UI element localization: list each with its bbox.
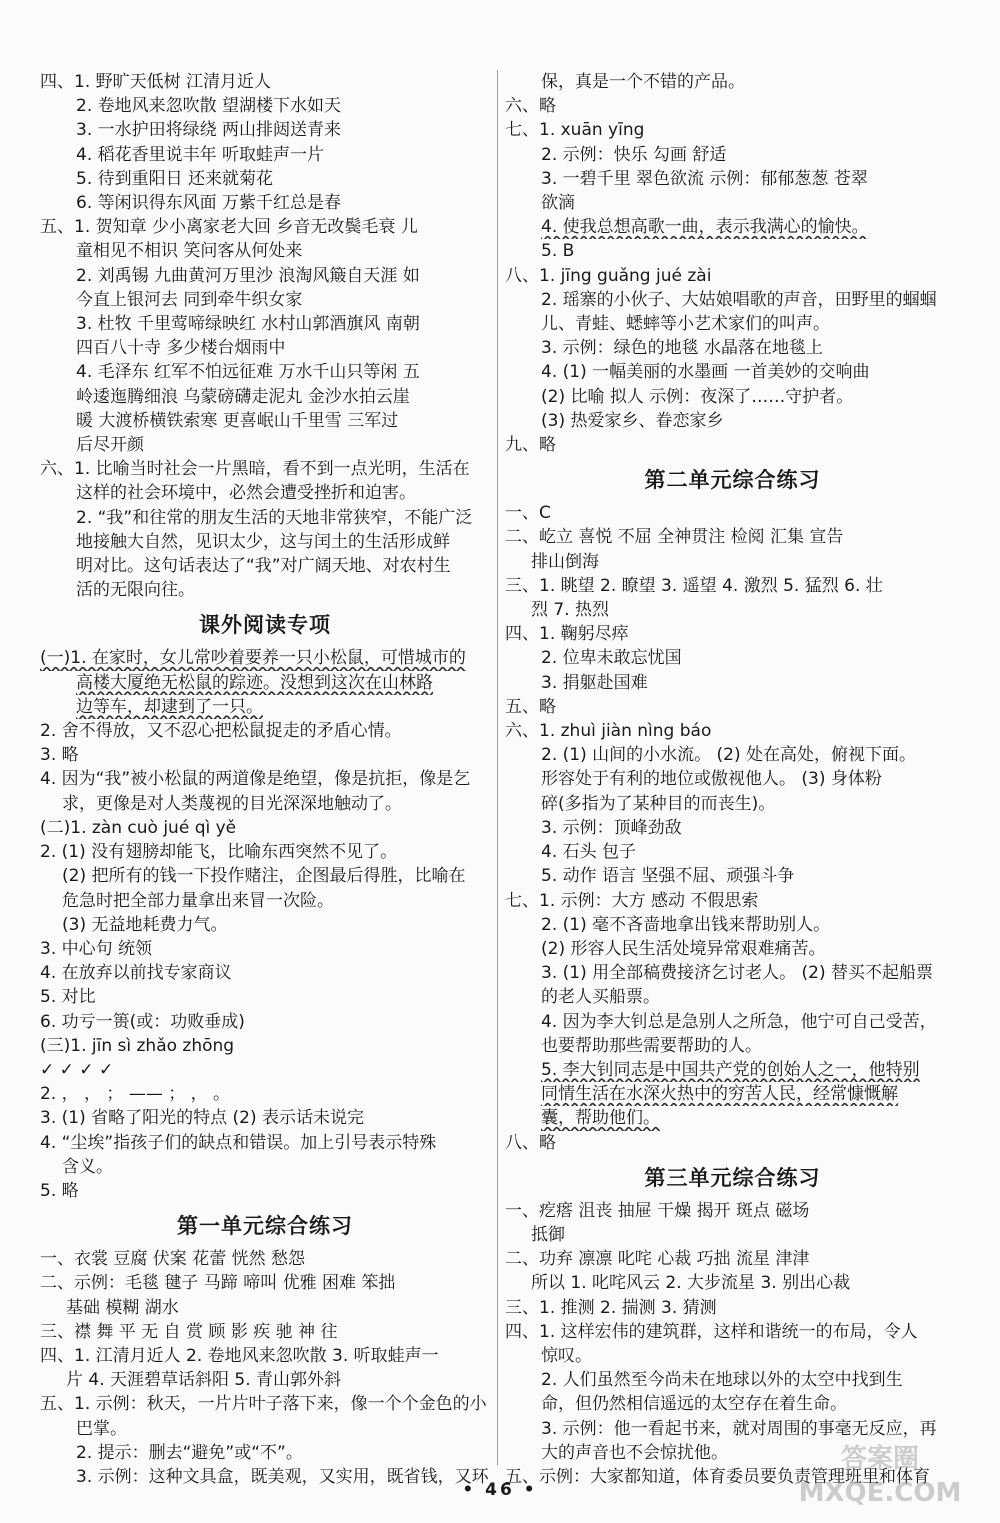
page-number: • 46 • [462,1480,538,1500]
answer-line: 三、襟 舞 平 无 自 赏 顾 影 疾 驰 神 往 [40,1321,338,1342]
answer-line: 3. 示例：他一看起书来，就对周围的事毫无反应，再 [541,1418,937,1439]
answer-line: 2. (1) 没有翅膀却能飞，比喻东西突然不见了。 [40,842,398,863]
answer-line: 四、1. 野旷天低树 江清月近人 [40,72,272,92]
answer-line: 3. 杜牧 千里莺啼绿映红 水村山郭酒旗风 南朝 [76,314,420,335]
answer-line: (三)1. jīn sì zhǎo zhōng [40,1035,235,1056]
answer-line: 2. 提示：删去“避免”或“不”。 [76,1442,303,1463]
answer-line: 烈 7. 热烈 [531,600,610,621]
answer-line: 囊，帮助他们。 [541,1108,660,1129]
answer-line: 4. 在放弃以前找专家商议 [40,963,232,984]
answer-line: 八、1. jīng guǎng jué zài [505,265,712,286]
answer-line: 2. 舍不得放，又不忍心把松鼠捉走的矛盾心情。 [40,721,402,742]
answer-line: 4. 毛泽东 红军不怕远征难 万水千山只等闲 五 [76,362,420,383]
answer-line: 二、屹立 喜悦 不屈 全神贯注 检阅 汇集 宣告 [505,527,844,548]
answer-line: 三、1. 推测 2. 揣测 3. 猜测 [505,1297,717,1318]
answer-line: 2. 示例：快乐 勾画 舒适 [541,144,727,165]
answer-line: 儿、青蛙、蟋蟀等小艺术家们的叫声。 [541,314,830,335]
answer-line: 后尽开颜 [76,435,144,456]
answer-line: 4. 稻花香里说丰年 听取蛙声一片 [76,144,325,165]
section-heading: 第三单元综合练习 [644,1165,821,1190]
answer-line: 五、示例：大家都知道，体育委员要负责管理班里和体育 [505,1466,930,1487]
answer-line: 4. 因为李大钊总是急别人之所急，他宁可自己受苦， [541,1011,937,1032]
answer-line: 明对比。这句话表达了“我”对广阔天地、对农村生 [76,556,451,577]
answer-line: 大的声音也不会惊扰他。 [541,1442,728,1463]
answer-line: (2) 比喻 拟人 示例：夜深了……守护者。 [541,386,854,407]
answer-line: 3. 一水护田将绿绕 两山排闼送青来 [76,120,342,141]
answer-line: 4. (1) 一幅美丽的水墨画 一首美妙的交响曲 [541,362,870,383]
answer-line: 岭逶迤腾细浪 乌蒙磅礴走泥丸 金沙水拍云崖 [76,386,410,407]
answer-line: 也要帮助那些需要帮助的人。 [541,1035,762,1056]
answer-line: 3. (1) 用全部稿费接济乞讨老人。 (2) 替买不起船票 [541,963,933,984]
answer-line: 五、1. 示例：秋天，一片片叶子落下来，像一个个金色的小 [40,1394,487,1415]
answer-line: 巴掌。 [76,1418,127,1439]
answer-line: 边等车，却逮到了一只。 [76,696,263,717]
answer-line: 欲滴 [541,193,575,214]
answer-line: 3. (1) 省略了阳光的特点 (2) 表示话未说完 [40,1108,364,1129]
answer-line: 5. 动作 语言 坚强不屈、顽强斗争 [541,866,795,887]
answer-line: 二、功弃 凛凛 叱咤 心裁 巧拙 流星 津津 [505,1249,810,1270]
answer-line: 2. ， ， ； —— ； ， 。 [40,1084,231,1105]
answer-line: 3. 捐躯赴国难 [541,672,648,693]
answer-line: 命，但仍然相信遥远的太空存在着生命。 [541,1394,847,1415]
section-heading: 第二单元综合练习 [644,468,821,493]
answer-line: 2. 位卑未敢忘忧国 [541,648,682,669]
answer-line: 排山倒海 [531,551,599,572]
answer-line: (一)1. 在家时，女儿常吵着要养一只小松鼠，可惜城市的 [40,648,466,669]
answer-line: 2. (1) 毫不吝啬地拿出钱来帮助别人。 [541,914,831,935]
answer-line: 形容处于有利的地位或傲视他人。 (3) 身体粉 [541,769,882,790]
answer-line: 八、略 [505,1132,556,1153]
answer-line: 3. 中心句 统领 [40,938,153,959]
answer-line: 四、1. 这样宏伟的建筑群，这样和谐统一的布局，令人 [505,1321,918,1342]
answer-line: 五、略 [505,696,556,717]
answer-line: 基础 模糊 湖水 [66,1297,179,1318]
right-column [505,70,960,1489]
answer-line: 一、C [505,503,551,524]
answer-line: (2) 形容人民生活处境异常艰难痛苦。 [541,938,826,959]
answer-line: 二、示例：毛毯 毽子 马蹄 啼叫 优雅 困难 笨拙 [40,1273,396,1294]
answer-line: 3. 一碧千里 翠色欲流 示例：郁郁葱葱 苍翠 [541,168,868,189]
answer-line: 3. 示例：绿色的地毯 水晶落在地毯上 [541,338,824,359]
answer-line: 6. 功亏一篑(或：功败垂成) [40,1011,245,1032]
answer-line: 片 4. 天涯碧草话斜阳 5. 青山郭外斜 [66,1370,342,1391]
watermark-line1: 答案圈 [840,1444,920,1474]
answer-line: 5. B [541,241,575,262]
answer-line: 四、1. 鞠躬尽瘁 [505,624,629,645]
answer-line: 四百八十寺 多少楼台烟雨中 [76,338,286,359]
answer-line: 四、1. 江清月近人 2. 卷地风来忽吹散 3. 听取蛙声一 [40,1345,439,1366]
answer-line: 3. 示例：这种文具盒，既美观，又实用，既省钱，又环 [76,1466,489,1487]
answer-line: 3. 示例：顶峰劲敌 [541,817,682,838]
answer-line: 4. “尘埃”指孩子们的缺点和错误。加上引号表示特殊 [40,1132,437,1153]
answer-line: 七、1. 示例：大方 感动 不假思索 [505,890,759,911]
answer-line: 童相见不相识 笑问客从何处来 [76,241,303,262]
answer-line: 五、1. 贺知章 少小离家老大回 乡音无改鬓毛衰 儿 [40,217,418,238]
answer-line: (3) 热爱家乡、眷恋家乡 [541,410,724,431]
answer-line: 所以 1. 叱咤风云 2. 大步流星 3. 别出心裁 [531,1273,851,1294]
answer-line: 危急时把全部力量拿出来冒一次险。 [62,890,334,911]
answer-line: 同情生活在水深火热中的穷苦人民，经常慷慨解 [541,1084,898,1105]
answer-line: (二)1. zàn cuò jué qì yě [40,817,237,838]
watermark-logo [780,1435,980,1515]
answer-line: 2. 瑶寨的小伙子、大姑娘唱歌的声音，田野里的蝈蝈 [541,289,937,310]
answer-line: 4. 使我总想高歌一曲，表示我满心的愉快。 [541,217,869,238]
answer-line: 4. 因为“我”被小松鼠的两道像是绝望，像是抗拒，像是乞 [40,769,471,790]
answer-line: ✓ ✓ ✓ ✓ [40,1059,114,1080]
answer-line: 惊叹。 [541,1345,592,1366]
answer-line: 5. 待到重阳日 还来就菊花 [76,168,274,189]
answer-line: 4. 石头 包子 [541,842,637,863]
answer-line: 2. 人们虽然至今尚未在地球以外的太空中找到生 [541,1370,903,1391]
answer-line: (3) 无益地耗费力气。 [62,914,228,935]
answer-line: 六、略 [505,96,556,117]
section-heading: 课外阅读专项 [199,613,331,638]
section-heading: 第一单元综合练习 [177,1214,353,1239]
answer-line: 七、1. xuān yīng [505,120,645,141]
answer-line: 暖 大渡桥横铁索寒 更喜岷山千里雪 三军过 [76,410,399,431]
answer-line: 5. 对比 [40,987,96,1008]
answer-line: 一、疙瘩 沮丧 抽屉 干燥 揭开 斑点 磁场 [505,1200,810,1221]
answer-line: 活的无限向往。 [76,580,195,601]
answer-line: 2. 刘禹锡 九曲黄河万里沙 浪淘风簸自天涯 如 [76,265,420,286]
answer-line: 九、略 [505,435,556,456]
answer-line: 2. (1) 山间的小水流。 (2) 处在高处，俯视下面。 [541,745,916,766]
answer-line: 这样的社会环境中，必然会遭受挫折和迫害。 [76,483,416,504]
answer-line: 碎(多指为了某种目的而丧生)。 [541,793,776,814]
answer-line: 六、1. 比喻当时社会一片黑暗，看不到一点光明，生活在 [40,459,470,480]
answer-line: 5. 略 [40,1180,79,1201]
answer-line: 一、衣裳 豆腐 伏案 花蕾 恍然 愁怨 [40,1249,306,1270]
answer-line: 6. 等闲识得东风面 万紫千红总是春 [76,193,342,214]
answer-line: 地接触大自然，见识太少，这与闰土的生活形成鲜 [76,531,450,552]
answer-line: 求，更像是对人类蔑视的目光深深地触动了。 [62,793,402,814]
left-column [40,70,490,1489]
answer-line: 5. 李大钊同志是中国共产党的创始人之一，他特别 [541,1059,920,1080]
watermark-line2: MXQE.COM [798,1478,962,1508]
answer-line: 2. “我”和往常的朋友生活的天地非常狭窄，不能广泛 [76,507,473,528]
answer-line: 三、1. 眺望 2. 瞭望 3. 遥望 4. 激烈 5. 猛烈 6. 壮 [505,575,883,596]
answer-line: 今直上银河去 同到牵牛织女家 [76,289,303,310]
answer-line: 含义。 [62,1156,113,1177]
answer-line: 保，真是一个不错的产品。 [541,72,745,92]
answer-line: 抵御 [531,1224,565,1245]
answer-line: 的老人买船票。 [541,987,660,1008]
answer-line: (2) 把所有的钱一下投作赌注，企图最后得胜，比喻在 [62,866,466,887]
answer-line: 六、1. zhuì jiàn nìng báo [505,721,712,742]
answer-line: 3. 略 [40,745,79,766]
answer-line: 2. 卷地风来忽吹散 望湖楼下水如天 [76,96,342,117]
answer-line: 高楼大厦绝无松鼠的踪迹。没想到这次在山林路 [76,672,433,693]
column-divider [497,70,498,1465]
